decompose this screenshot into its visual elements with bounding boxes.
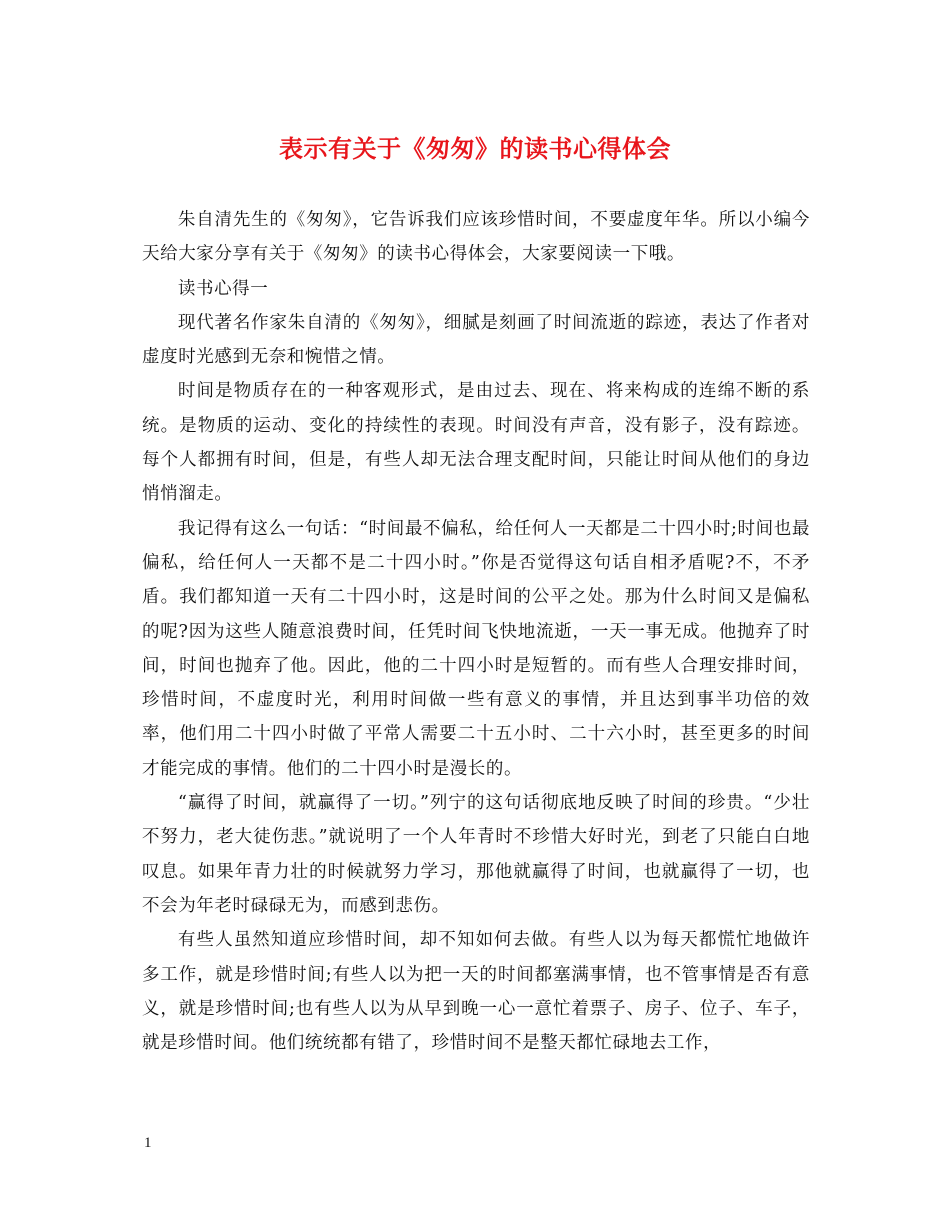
- document-body: [142, 203, 810, 1060]
- body-paragraph: 有些人虽然知道应珍惜时间，却不知如何去做。有些人以为每天都慌忙地做许多工作，就是珍惜时间;有些人以为把一天的时间都塞满事情，也不管事情是否有意义，就是珍惜时间;也有些人以为从早到晚一心一意忙着票子、房子、位子、车子，就是珍惜时间。他们统统都有错了，珍惜时间不是整天都忙碌地去工作，: [142, 930, 810, 1054]
- body-paragraph: 我记得有这么一句话：“时间最不偏私，给任何人一天都是二十四小时;时间也最偏私，给任何人一天都不是二十四小时。”你是否觉得这句话自相矛盾呢?不，不矛盾。我们都知道一天有二十四小时，这是时间的公平之处。那为什么时间又是偏私的呢?因为这些人随意浪费时间，任凭时间飞快地流逝，一天一事无成。他抛弃了时间，时间也抛弃了他。因此，他的二十四小时是短暂的。而有些人合理安排时间，珍惜时间，不虚度时光，利用时间做一些有意义的事情，并且达到事半功倍的效率，他们用二十四小时做了平常人需要二十五小时、二十六小时，甚至更多的时间才能完成的事情。他们的二十四小时是漫长的。: [142, 518, 810, 779]
- document-title: 表示有关于《匆匆》的读书心得体会: [279, 134, 671, 163]
- body-paragraph: 时间是物质存在的一种客观形式，是由过去、现在、将来构成的连绵不断的系统。是物质的运动、变化的持续性的表现。时间没有声音，没有影子，没有踪迹。每个人都拥有时间，但是，有些人却无法合理支配时间，只能让时间从他们的身边悄悄溜走。: [142, 381, 810, 505]
- intro-paragraph: 朱自清先生的《匆匆》，它告诉我们应该珍惜时间，不要虚度年华。所以小编今天给大家分享有关于《匆匆》的读书心得体会，大家要阅读一下哦。: [142, 210, 810, 265]
- body-paragraph: “赢得了时间，就赢得了一切。”列宁的这句话彻底地反映了时间的珍贵。“少壮不努力，老大徒伤悲。”就说明了一个人年青时不珍惜大好时光，到老了只能白白地叹息。如果年青力壮的时候就努力学习，那他就赢得了时间，也就赢得了一切，也不会为年老时碌碌无为，而感到悲伤。: [142, 793, 810, 916]
- body-paragraph: 现代著名作家朱自清的《匆匆》，细腻是刻画了时间流逝的踪迹，表达了作者对虚度时光感到无奈和惋惜之情。: [142, 312, 810, 368]
- section-heading: 读书心得一: [177, 278, 269, 299]
- page-number: 1: [144, 1135, 152, 1151]
